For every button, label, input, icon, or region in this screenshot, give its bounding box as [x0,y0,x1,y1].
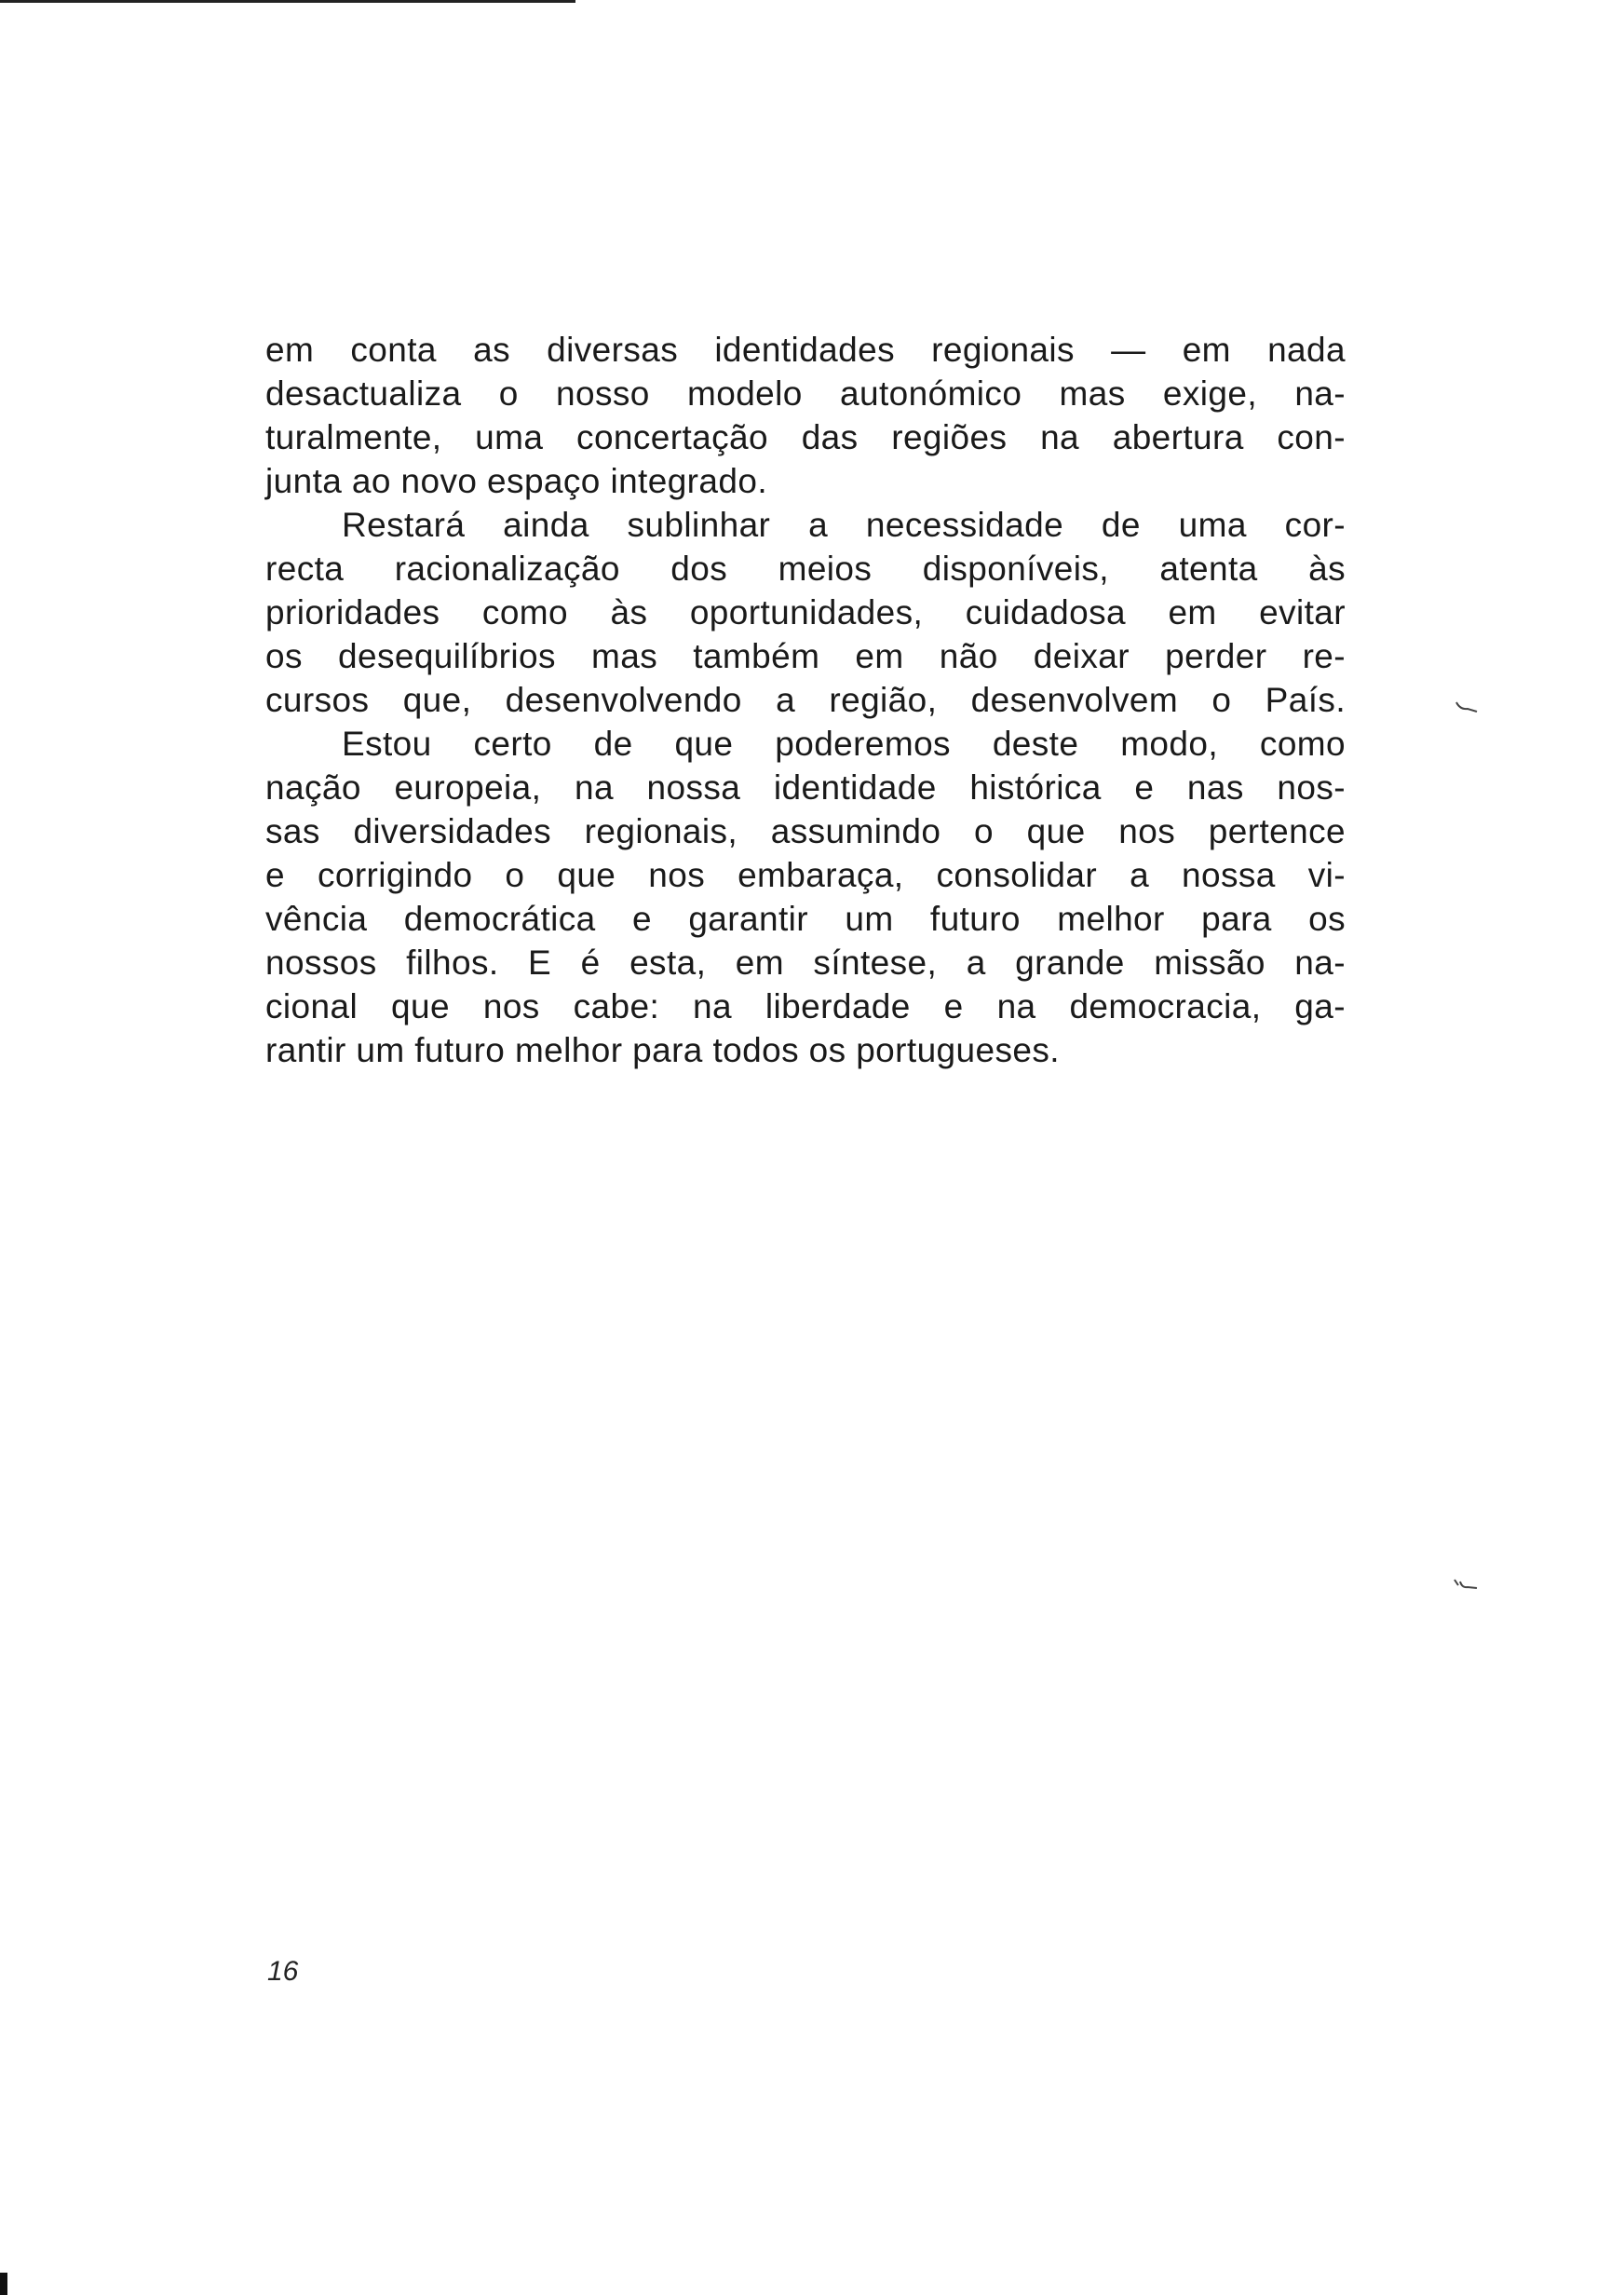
paragraph-2-line-2: recta racionalização dos meios disponíveis, atenta às [265,550,1346,588]
margin-pencil-mark [1453,1578,1479,1591]
paragraph-2-line-1: Restará ainda sublinhar a necessidade de uma cor- [342,506,1346,544]
paragraph-3-line-3: sas diversidades regionais, assumindo o que nos pertence [265,812,1346,850]
paragraph-3-line-7: cional que nos cabe: na liberdade e na democracia, ga- [265,987,1346,1025]
paragraph-2-line-5: cursos que, desenvolvendo a região, desenvolvem o País. [265,681,1346,719]
paragraph-3-line-2: nação europeia, na nossa identidade histórica e nas nos- [265,768,1346,807]
paragraph-3-line-6: nossos filhos. E é esta, em síntese, a grande missão na- [265,944,1346,982]
margin-pencil-mark [1455,700,1481,713]
paragraph-3-line-8: rantir um futuro melhor para todos os portugueses. [265,1031,1060,1069]
paragraph-2-line-4: os desequilíbrios mas também em não deixar perder re- [265,637,1346,675]
paragraph-1-line-4: junta ao novo espaço integrado. [265,462,768,500]
paragraph-3-line-1: Estou certo de que poderemos deste modo, como [342,725,1346,763]
page-number: 16 [267,1956,299,1987]
paragraph-1-line-3: turalmente, uma concertação das regiões na abertura con- [265,418,1346,456]
page-body [265,328,1346,1072]
paragraph-3-line-5: vência democrática e garantir um futuro melhor para os [265,900,1346,938]
top-scan-rule [0,0,575,3]
paragraph-1-line-1: em conta as diversas identidades regionais — em nada [265,331,1346,369]
scan-edge-mark [0,2273,7,2295]
paragraph-1-line-2: desactualiza o nosso modelo autonómico mas exige, na- [265,374,1346,413]
paragraph-2-line-3: prioridades como às oportunidades, cuidadosa em evitar [265,593,1346,631]
paragraph-3-line-4: e corrigindo o que nos embaraça, consolidar a nossa vi- [265,856,1346,894]
